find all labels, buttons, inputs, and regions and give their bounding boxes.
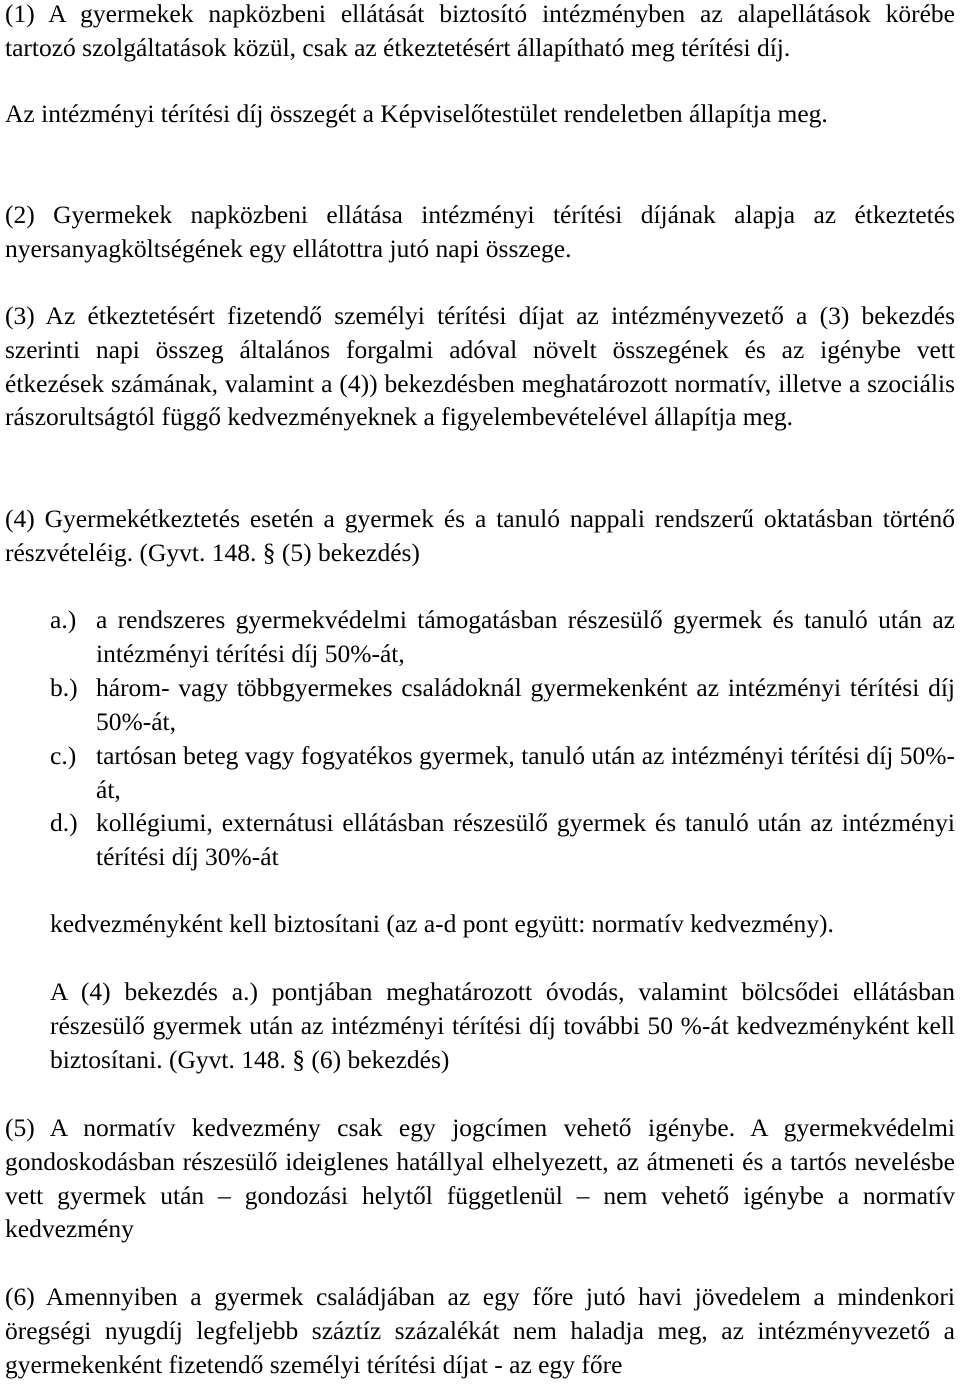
list-item-text: kollégiumi, externátusi ellátásban részesülő gyermek és tanuló után az intézményi térítési díj 30%-át: [96, 808, 955, 871]
list-item-d: [50, 806, 955, 874]
list-item-label: c.): [50, 741, 77, 770]
list-item-text: három- vagy többgyermekes családoknál gyermekenként az intézményi térítési díj 50%-át,: [96, 673, 955, 736]
paragraph-4: (4) Gyermekétkeztetés esetén a gyermek és a tanuló nappali rendszerű oktatásban történő részvételéig. (Gyvt. 148. § (5) bekezdés): [5, 504, 955, 567]
paragraph-2: (2) Gyermekek napközbeni ellátása intézményi térítési díjának alapja az étkeztetés nyersanyagköltségének egy ellátottra jutó napi összege.: [5, 200, 955, 263]
list-item-a: [50, 603, 955, 671]
list-item-text: a rendszeres gyermekvédelmi támogatásban részesülő gyermek és tanuló után az intézményi térítési díj 50%-át,: [96, 605, 955, 668]
list-item-text: tartósan beteg vagy fogyatékos gyermek, tanuló után az intézményi térítési díj 50%-át,: [96, 741, 955, 804]
summary-paragraph: kedvezményként kell biztosítani (az a-d pont együtt: normatív kedvezmény).: [50, 909, 834, 938]
paragraph-1: (1) A gyermekek napközbeni ellátását biztosító intézményben az alapellátások körébe tartozó szolgáltatások közül, csak az étkeztetésért állapítható meg térítési díj.: [5, 0, 955, 62]
paragraph-6: (6) Amennyiben a gyermek családjában az egy főre jutó havi jövedelem a mindenkori öregségi nyugdíj legfeljebb száztíz százalékát nem haladja meg, az intézményvezető a gyermekenként fizetendő személyi térítési díjat - az egy főre: [5, 1282, 955, 1379]
list-item-label: d.): [50, 808, 78, 837]
paragraph-1-fee-note: Az intézményi térítési díj összegét a Képviselőtestület rendeletben állapítja meg.: [5, 99, 828, 128]
list-item-c: [50, 739, 955, 807]
list-item-label: a.): [50, 605, 77, 634]
extra-discount-paragraph: A (4) bekezdés a.) pontjában meghatározott óvodás, valamint bölcsődei ellátásban részesülő gyermek után az intézményi térítési díj további 50 %-át kedvezményként kell biztosítani. (Gyvt. 148. § (6) bekezdés): [50, 977, 955, 1074]
list-item-label: b.): [50, 673, 78, 702]
paragraph-5: (5) A normatív kedvezmény csak egy jogcímen vehető igénybe. A gyermekvédelmi gondoskodásban részesülő ideiglenes hatállyal elhelyezett, az átmeneti és a tartós nevelésbe vett gyermek után – gondozási helytől függetlenül – nem vehető igénybe a normatív kedvezmény: [5, 1113, 955, 1244]
paragraph-3: (3) Az étkeztetésért fizetendő személyi térítési díjat az intézményvezető a (3) bekezdés szerinti napi összeg általános forgalmi adóval növelt összegének és az igénybe vett étkezések számának, valamint a (4)) bekezdésben meghatározott normatív, illetve a szociális rászorultságtól függő kedvezményeknek a figyelembevételével állapítja meg.: [5, 301, 955, 432]
list-item-b: [50, 671, 955, 739]
